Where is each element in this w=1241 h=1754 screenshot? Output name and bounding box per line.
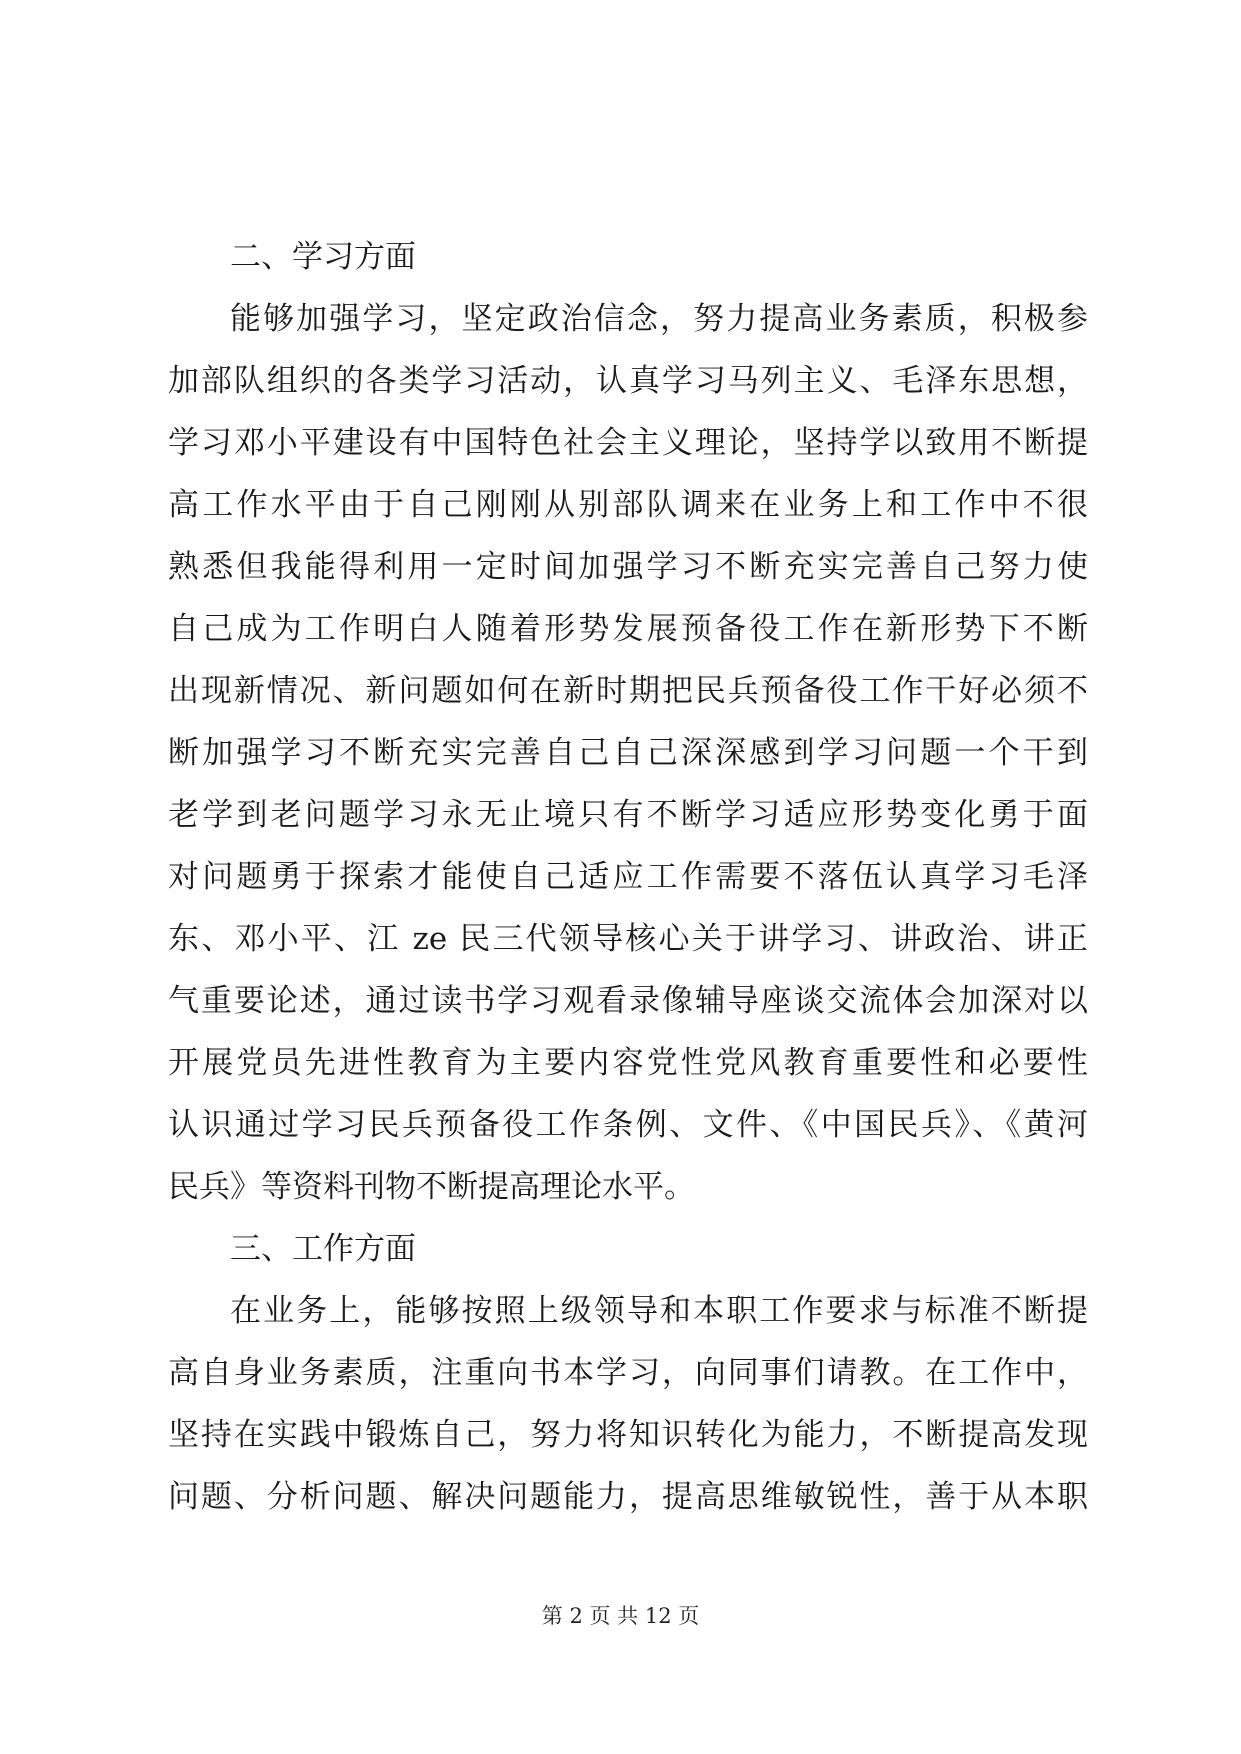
paragraph-work [168, 1280, 1088, 1528]
section-heading: 二、学习方面 [230, 239, 416, 275]
paragraph-line: 加部队组织的各类学习活动，认真学习马列主义、毛泽东思想， [168, 363, 1088, 399]
paragraph-line: 能够加强学习，坚定政治信念，努力提高业务素质，积极参 [230, 301, 1088, 337]
paragraph-line: 气重要论述，通过读书学习观看录像辅导座谈交流体会加深对以 [168, 983, 1088, 1019]
paragraph-line: 学习邓小平建设有中国特色社会主义理论，坚持学以致用不断提 [168, 425, 1088, 461]
paragraph-line: 高自身业务素质，注重向书本学习，向同事们请教。在工作中， [168, 1355, 1088, 1391]
paragraph-line: 东、邓小平、江 ze 民三代领导核心关于讲学习、讲政治、讲正 [168, 921, 1088, 957]
paragraph-line: 在业务上，能够按照上级领导和本职工作要求与标准不断提 [230, 1293, 1088, 1329]
paragraph-study [168, 288, 1088, 1218]
paragraph-line: 对问题勇于探索才能使自己适应工作需要不落伍认真学习毛泽 [168, 859, 1088, 895]
paragraph-line: 高工作水平由于自己刚刚从别部队调来在业务上和工作中不很 [168, 487, 1088, 523]
page-number: 第 2 页 共 12 页 [541, 1604, 700, 1628]
paragraph-line: 自己成为工作明白人随着形势发展预备役工作在新形势下不断 [168, 611, 1088, 647]
paragraph-line: 出现新情况、新问题如何在新时期把民兵预备役工作干好必须不 [168, 673, 1088, 709]
paragraph-line: 问题、分析问题、解决问题能力，提高思维敏锐性，善于从本职 [168, 1479, 1088, 1515]
paragraph-line: 开展党员先进性教育为主要内容党性党风教育重要性和必要性 [168, 1045, 1088, 1081]
paragraph-line: 老学到老问题学习永无止境只有不断学习适应形势变化勇于面 [168, 797, 1088, 833]
paragraph-line: 民兵》等资料刊物不断提高理论水平。 [168, 1169, 695, 1205]
paragraph-line: 熟悉但我能得利用一定时间加强学习不断充实完善自己努力使 [168, 549, 1088, 585]
paragraph-line: 坚持在实践中锻炼自己，努力将知识转化为能力，不断提高发现 [168, 1417, 1088, 1453]
document-body [168, 226, 1088, 1528]
paragraph-line: 认识通过学习民兵预备役工作条例、文件、《中国民兵》、《黄河 [168, 1107, 1088, 1143]
paragraph-line: 断加强学习不断充实完善自己自己深深感到学习问题一个干到 [168, 735, 1088, 771]
section-heading: 三、工作方面 [230, 1231, 416, 1267]
